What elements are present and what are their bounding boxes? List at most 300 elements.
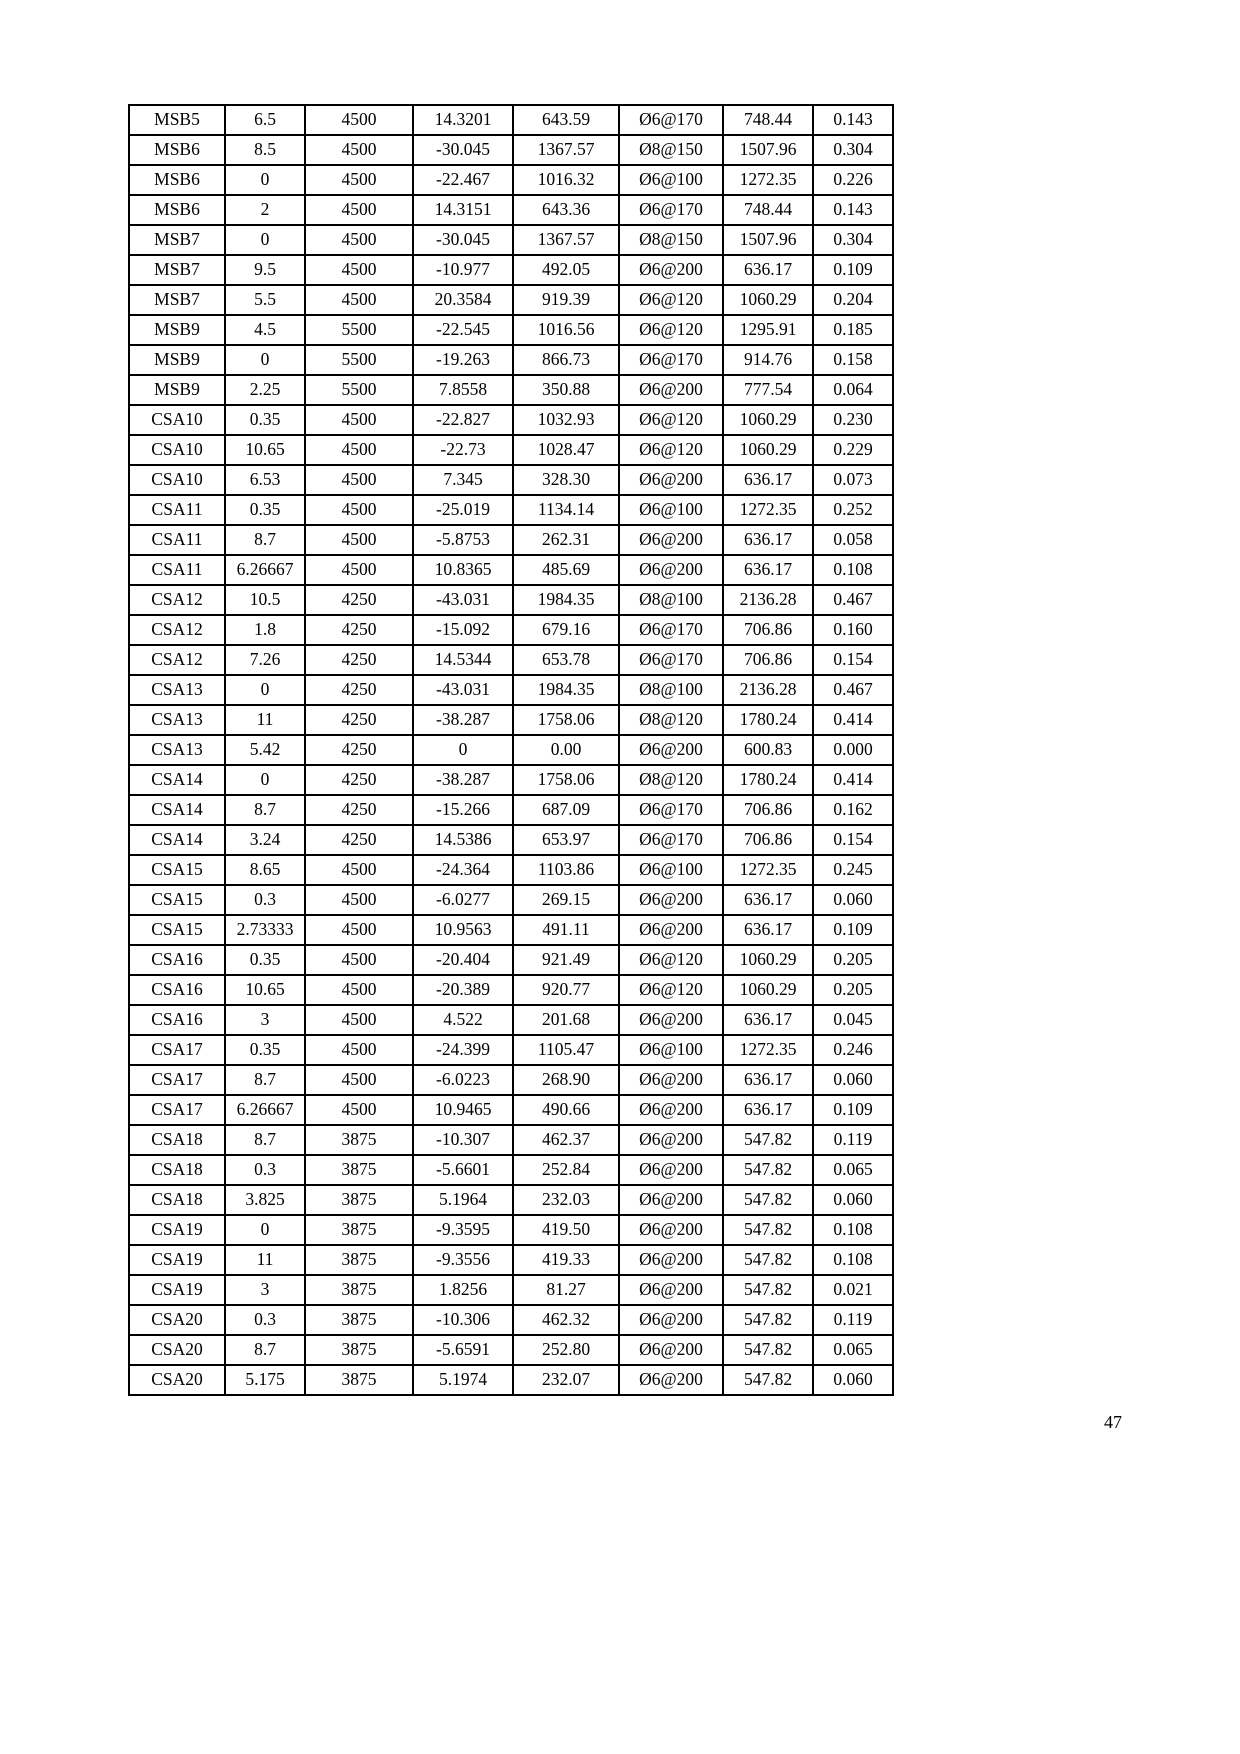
table-cell: MSB6 xyxy=(129,195,225,225)
table-cell: Ø6@200 xyxy=(619,1185,723,1215)
table-row xyxy=(129,1185,893,1215)
table-cell: 0.35 xyxy=(225,945,305,975)
table-cell: 1367.57 xyxy=(513,225,619,255)
table-cell: 920.77 xyxy=(513,975,619,1005)
table-cell: 0.108 xyxy=(813,1215,893,1245)
table-cell: CSA13 xyxy=(129,705,225,735)
table-cell: 1272.35 xyxy=(723,1035,813,1065)
table-cell: 0.35 xyxy=(225,405,305,435)
table-cell: 4500 xyxy=(305,1095,413,1125)
table-cell: 8.7 xyxy=(225,1065,305,1095)
table-cell: 10.65 xyxy=(225,435,305,465)
table-cell: Ø6@200 xyxy=(619,885,723,915)
table-cell: 0.119 xyxy=(813,1125,893,1155)
table-cell: 0.060 xyxy=(813,1365,893,1395)
table-cell: Ø6@120 xyxy=(619,285,723,315)
table-cell: CSA20 xyxy=(129,1365,225,1395)
table-cell: Ø6@200 xyxy=(619,915,723,945)
table-cell: 5.175 xyxy=(225,1365,305,1395)
table-cell: CSA19 xyxy=(129,1275,225,1305)
table-cell: -5.6601 xyxy=(413,1155,513,1185)
table-cell: 4250 xyxy=(305,615,413,645)
table-cell: 1507.96 xyxy=(723,225,813,255)
table-cell: Ø6@200 xyxy=(619,255,723,285)
table-row xyxy=(129,1245,893,1275)
table-cell: 921.49 xyxy=(513,945,619,975)
table-cell: Ø6@170 xyxy=(619,345,723,375)
table-cell: CSA15 xyxy=(129,885,225,915)
table-cell: 10.5 xyxy=(225,585,305,615)
table-cell: -43.031 xyxy=(413,675,513,705)
table-cell: 4250 xyxy=(305,645,413,675)
table-cell: 706.86 xyxy=(723,795,813,825)
table-cell: 4500 xyxy=(305,975,413,1005)
table-cell: Ø6@200 xyxy=(619,1365,723,1395)
table-cell: Ø6@120 xyxy=(619,405,723,435)
table-cell: 547.82 xyxy=(723,1335,813,1365)
table-cell: CSA13 xyxy=(129,735,225,765)
table-cell: 0.060 xyxy=(813,1065,893,1095)
table-cell: -9.3556 xyxy=(413,1245,513,1275)
table-cell: 2.73333 xyxy=(225,915,305,945)
table-cell: MSB7 xyxy=(129,285,225,315)
table-cell: -38.287 xyxy=(413,765,513,795)
table-cell: 4250 xyxy=(305,765,413,795)
table-cell: -22.73 xyxy=(413,435,513,465)
table-cell: 636.17 xyxy=(723,255,813,285)
table-cell: 3.24 xyxy=(225,825,305,855)
table-row xyxy=(129,255,893,285)
table-cell: 350.88 xyxy=(513,375,619,405)
table-cell: MSB6 xyxy=(129,165,225,195)
table-cell: 0.35 xyxy=(225,495,305,525)
table-cell: 706.86 xyxy=(723,645,813,675)
table-cell: CSA10 xyxy=(129,465,225,495)
table-cell: CSA20 xyxy=(129,1335,225,1365)
table-row xyxy=(129,945,893,975)
table-cell: 1103.86 xyxy=(513,855,619,885)
table-cell: -30.045 xyxy=(413,225,513,255)
table-cell: 4500 xyxy=(305,135,413,165)
table-cell: Ø6@200 xyxy=(619,1095,723,1125)
table-cell: CSA17 xyxy=(129,1095,225,1125)
table-cell: 0.021 xyxy=(813,1275,893,1305)
table-cell: 10.8365 xyxy=(413,555,513,585)
table-cell: 3875 xyxy=(305,1305,413,1335)
table-cell: 7.345 xyxy=(413,465,513,495)
table-cell: Ø6@170 xyxy=(619,195,723,225)
table-cell: MSB9 xyxy=(129,345,225,375)
table-cell: 1060.29 xyxy=(723,285,813,315)
table-cell: 0.158 xyxy=(813,345,893,375)
table-cell: 0.060 xyxy=(813,1185,893,1215)
table-row xyxy=(129,435,893,465)
table-cell: 4500 xyxy=(305,915,413,945)
table-cell: 8.7 xyxy=(225,1125,305,1155)
table-cell: 4.5 xyxy=(225,315,305,345)
table-cell: Ø6@200 xyxy=(619,525,723,555)
table-cell: Ø6@100 xyxy=(619,165,723,195)
table-cell: 8.7 xyxy=(225,525,305,555)
table-cell: Ø6@200 xyxy=(619,1005,723,1035)
table-row xyxy=(129,765,893,795)
table-cell: 1780.24 xyxy=(723,705,813,735)
table-cell: 547.82 xyxy=(723,1245,813,1275)
table-cell: Ø6@200 xyxy=(619,1335,723,1365)
table-cell: 1134.14 xyxy=(513,495,619,525)
table-cell: 4250 xyxy=(305,795,413,825)
table-cell: MSB5 xyxy=(129,105,225,135)
table-cell: 748.44 xyxy=(723,195,813,225)
table-cell: 4500 xyxy=(305,1065,413,1095)
table-cell: 1.8 xyxy=(225,615,305,645)
table-cell: Ø6@200 xyxy=(619,735,723,765)
table-cell: 0.065 xyxy=(813,1155,893,1185)
table-row xyxy=(129,135,893,165)
table-cell: 3875 xyxy=(305,1335,413,1365)
table-cell: 6.26667 xyxy=(225,555,305,585)
table-cell: 1507.96 xyxy=(723,135,813,165)
table-cell: 252.84 xyxy=(513,1155,619,1185)
table-cell: 492.05 xyxy=(513,255,619,285)
table-row xyxy=(129,585,893,615)
table-cell: 419.33 xyxy=(513,1245,619,1275)
table-cell: 600.83 xyxy=(723,735,813,765)
table-cell: 6.5 xyxy=(225,105,305,135)
table-cell: Ø6@100 xyxy=(619,855,723,885)
table-cell: 2136.28 xyxy=(723,585,813,615)
table-cell: Ø6@170 xyxy=(619,825,723,855)
table-row xyxy=(129,915,893,945)
table-cell: 866.73 xyxy=(513,345,619,375)
table-cell: 490.66 xyxy=(513,1095,619,1125)
table-cell: 5.5 xyxy=(225,285,305,315)
table-row xyxy=(129,105,893,135)
table-cell: MSB7 xyxy=(129,255,225,285)
reinforcement-data-table xyxy=(128,104,894,1396)
data-table-body xyxy=(129,105,893,1395)
table-cell: 3875 xyxy=(305,1275,413,1305)
table-cell: Ø6@200 xyxy=(619,555,723,585)
table-cell: CSA16 xyxy=(129,1005,225,1035)
table-cell: Ø8@150 xyxy=(619,135,723,165)
table-cell: 419.50 xyxy=(513,1215,619,1245)
table-cell: 643.59 xyxy=(513,105,619,135)
table-cell: 636.17 xyxy=(723,1095,813,1125)
table-cell: 4500 xyxy=(305,525,413,555)
table-cell: 3875 xyxy=(305,1185,413,1215)
table-cell: 547.82 xyxy=(723,1125,813,1155)
table-cell: 10.9465 xyxy=(413,1095,513,1125)
table-cell: 4500 xyxy=(305,285,413,315)
table-cell: 636.17 xyxy=(723,1065,813,1095)
table-cell: Ø6@100 xyxy=(619,1035,723,1065)
table-cell: 687.09 xyxy=(513,795,619,825)
table-cell: 0.154 xyxy=(813,825,893,855)
table-cell: CSA17 xyxy=(129,1065,225,1095)
table-cell: 0.205 xyxy=(813,945,893,975)
table-cell: 8.7 xyxy=(225,795,305,825)
table-cell: 4.522 xyxy=(413,1005,513,1035)
table-cell: CSA14 xyxy=(129,765,225,795)
table-cell: CSA10 xyxy=(129,435,225,465)
table-cell: 0.119 xyxy=(813,1305,893,1335)
table-cell: 0.109 xyxy=(813,915,893,945)
table-cell: 0 xyxy=(225,765,305,795)
table-cell: Ø6@200 xyxy=(619,1275,723,1305)
table-row xyxy=(129,825,893,855)
table-cell: CSA12 xyxy=(129,645,225,675)
table-cell: 0.226 xyxy=(813,165,893,195)
table-cell: 0.154 xyxy=(813,645,893,675)
table-cell: -25.019 xyxy=(413,495,513,525)
table-cell: Ø6@200 xyxy=(619,375,723,405)
table-cell: 3 xyxy=(225,1005,305,1035)
table-cell: 653.97 xyxy=(513,825,619,855)
table-cell: 0.3 xyxy=(225,1155,305,1185)
table-cell: 636.17 xyxy=(723,885,813,915)
table-cell: 636.17 xyxy=(723,465,813,495)
table-cell: CSA11 xyxy=(129,555,225,585)
table-cell: CSA11 xyxy=(129,495,225,525)
table-cell: CSA14 xyxy=(129,825,225,855)
table-cell: 0.109 xyxy=(813,255,893,285)
table-cell: CSA15 xyxy=(129,855,225,885)
table-cell: 8.5 xyxy=(225,135,305,165)
table-cell: 1758.06 xyxy=(513,705,619,735)
table-cell: 0.304 xyxy=(813,225,893,255)
table-cell: 547.82 xyxy=(723,1305,813,1335)
table-cell: 0.000 xyxy=(813,735,893,765)
table-cell: 914.76 xyxy=(723,345,813,375)
table-cell: 3.825 xyxy=(225,1185,305,1215)
table-cell: 4500 xyxy=(305,885,413,915)
table-cell: 0.045 xyxy=(813,1005,893,1035)
table-cell: 1367.57 xyxy=(513,135,619,165)
table-cell: -5.8753 xyxy=(413,525,513,555)
table-cell: Ø8@100 xyxy=(619,585,723,615)
table-cell: 0.35 xyxy=(225,1035,305,1065)
table-row xyxy=(129,1035,893,1065)
table-cell: Ø6@100 xyxy=(619,495,723,525)
table-cell: Ø6@200 xyxy=(619,1215,723,1245)
table-cell: -20.404 xyxy=(413,945,513,975)
table-cell: 3875 xyxy=(305,1155,413,1185)
table-cell: 0.245 xyxy=(813,855,893,885)
table-cell: CSA12 xyxy=(129,615,225,645)
table-cell: Ø6@200 xyxy=(619,465,723,495)
table-cell: 232.07 xyxy=(513,1365,619,1395)
table-cell: 706.86 xyxy=(723,825,813,855)
table-cell: 5.1974 xyxy=(413,1365,513,1395)
table-cell: 1016.32 xyxy=(513,165,619,195)
table-cell: 0.414 xyxy=(813,765,893,795)
table-cell: 0.108 xyxy=(813,555,893,585)
table-cell: MSB7 xyxy=(129,225,225,255)
table-cell: -6.0223 xyxy=(413,1065,513,1095)
table-cell: 4500 xyxy=(305,195,413,225)
table-cell: 4500 xyxy=(305,1035,413,1065)
table-cell: 0.073 xyxy=(813,465,893,495)
table-cell: 485.69 xyxy=(513,555,619,585)
table-cell: -10.977 xyxy=(413,255,513,285)
table-cell: 20.3584 xyxy=(413,285,513,315)
table-cell: 0.304 xyxy=(813,135,893,165)
table-cell: MSB9 xyxy=(129,315,225,345)
table-row xyxy=(129,855,893,885)
table-cell: 0.058 xyxy=(813,525,893,555)
table-row xyxy=(129,165,893,195)
table-row xyxy=(129,1305,893,1335)
table-cell: 4500 xyxy=(305,435,413,465)
table-cell: Ø6@200 xyxy=(619,1125,723,1155)
table-cell: 4500 xyxy=(305,555,413,585)
table-cell: 1060.29 xyxy=(723,975,813,1005)
table-cell: 4250 xyxy=(305,585,413,615)
table-cell: 14.3201 xyxy=(413,105,513,135)
table-row xyxy=(129,345,893,375)
table-cell: 1780.24 xyxy=(723,765,813,795)
table-cell: 0.162 xyxy=(813,795,893,825)
table-row xyxy=(129,525,893,555)
table-row xyxy=(129,1335,893,1365)
table-cell: 0.160 xyxy=(813,615,893,645)
table-cell: 0.108 xyxy=(813,1245,893,1275)
table-row xyxy=(129,285,893,315)
table-cell: 3875 xyxy=(305,1215,413,1245)
table-cell: 2136.28 xyxy=(723,675,813,705)
table-cell: 4500 xyxy=(305,225,413,255)
table-cell: 0.060 xyxy=(813,885,893,915)
table-row xyxy=(129,975,893,1005)
table-cell: 262.31 xyxy=(513,525,619,555)
table-cell: CSA18 xyxy=(129,1185,225,1215)
table-cell: 10.9563 xyxy=(413,915,513,945)
table-cell: 3875 xyxy=(305,1245,413,1275)
table-cell: 4500 xyxy=(305,255,413,285)
table-cell: CSA17 xyxy=(129,1035,225,1065)
table-cell: 4250 xyxy=(305,825,413,855)
table-cell: 0.3 xyxy=(225,1305,305,1335)
table-cell: -22.827 xyxy=(413,405,513,435)
table-cell: 3875 xyxy=(305,1125,413,1155)
table-row xyxy=(129,705,893,735)
table-cell: 547.82 xyxy=(723,1185,813,1215)
table-cell: 0.064 xyxy=(813,375,893,405)
table-cell: Ø6@200 xyxy=(619,1155,723,1185)
table-cell: 4500 xyxy=(305,105,413,135)
table-cell: 1060.29 xyxy=(723,405,813,435)
table-cell: 0.00 xyxy=(513,735,619,765)
table-cell: Ø8@120 xyxy=(619,765,723,795)
table-cell: 81.27 xyxy=(513,1275,619,1305)
table-cell: 1.8256 xyxy=(413,1275,513,1305)
table-cell: 0.143 xyxy=(813,195,893,225)
table-cell: 252.80 xyxy=(513,1335,619,1365)
table-cell: Ø6@200 xyxy=(619,1305,723,1335)
table-cell: 0 xyxy=(225,1215,305,1245)
table-cell: 636.17 xyxy=(723,525,813,555)
table-row xyxy=(129,1005,893,1035)
table-cell: 4500 xyxy=(305,855,413,885)
table-cell: 1984.35 xyxy=(513,585,619,615)
table-row xyxy=(129,735,893,765)
table-cell: CSA18 xyxy=(129,1125,225,1155)
table-cell: 0 xyxy=(225,345,305,375)
table-cell: -38.287 xyxy=(413,705,513,735)
table-cell: 3 xyxy=(225,1275,305,1305)
table-row xyxy=(129,795,893,825)
table-cell: MSB6 xyxy=(129,135,225,165)
table-cell: 491.11 xyxy=(513,915,619,945)
table-cell: 328.30 xyxy=(513,465,619,495)
table-cell: Ø6@170 xyxy=(619,615,723,645)
table-row xyxy=(129,225,893,255)
table-cell: 0.204 xyxy=(813,285,893,315)
table-cell: 1272.35 xyxy=(723,165,813,195)
table-cell: 636.17 xyxy=(723,1005,813,1035)
table-cell: CSA16 xyxy=(129,975,225,1005)
table-cell: 0.467 xyxy=(813,585,893,615)
table-row xyxy=(129,1365,893,1395)
table-cell: 5500 xyxy=(305,345,413,375)
table-cell: CSA14 xyxy=(129,795,225,825)
table-cell: -19.263 xyxy=(413,345,513,375)
table-cell: CSA19 xyxy=(129,1245,225,1275)
table-cell: 1032.93 xyxy=(513,405,619,435)
table-cell: 0 xyxy=(225,165,305,195)
table-cell: 1984.35 xyxy=(513,675,619,705)
table-cell: 4250 xyxy=(305,735,413,765)
table-cell: -20.389 xyxy=(413,975,513,1005)
table-cell: -22.545 xyxy=(413,315,513,345)
table-row xyxy=(129,645,893,675)
table-cell: 547.82 xyxy=(723,1215,813,1245)
table-cell: 10.65 xyxy=(225,975,305,1005)
table-cell: 11 xyxy=(225,705,305,735)
table-cell: 4250 xyxy=(305,675,413,705)
table-cell: 4500 xyxy=(305,465,413,495)
table-cell: Ø8@150 xyxy=(619,225,723,255)
table-cell: 0.143 xyxy=(813,105,893,135)
table-row xyxy=(129,1275,893,1305)
table-cell: 1060.29 xyxy=(723,435,813,465)
table-cell: MSB9 xyxy=(129,375,225,405)
table-cell: 679.16 xyxy=(513,615,619,645)
table-cell: 547.82 xyxy=(723,1275,813,1305)
table-cell: 8.65 xyxy=(225,855,305,885)
table-cell: Ø6@170 xyxy=(619,645,723,675)
table-row xyxy=(129,555,893,585)
table-cell: -24.399 xyxy=(413,1035,513,1065)
table-cell: 14.5386 xyxy=(413,825,513,855)
table-cell: -22.467 xyxy=(413,165,513,195)
table-cell: Ø8@120 xyxy=(619,705,723,735)
table-cell: 0.109 xyxy=(813,1095,893,1125)
table-cell: 1060.29 xyxy=(723,945,813,975)
table-row xyxy=(129,375,893,405)
page-number: 47 xyxy=(1104,1412,1122,1432)
table-cell: 1295.91 xyxy=(723,315,813,345)
table-cell: 14.3151 xyxy=(413,195,513,225)
table-cell: 4500 xyxy=(305,165,413,195)
table-row xyxy=(129,1125,893,1155)
table-cell: -24.364 xyxy=(413,855,513,885)
table-cell: -5.6591 xyxy=(413,1335,513,1365)
table-cell: -30.045 xyxy=(413,135,513,165)
table-cell: 4500 xyxy=(305,495,413,525)
table-cell: Ø6@120 xyxy=(619,945,723,975)
